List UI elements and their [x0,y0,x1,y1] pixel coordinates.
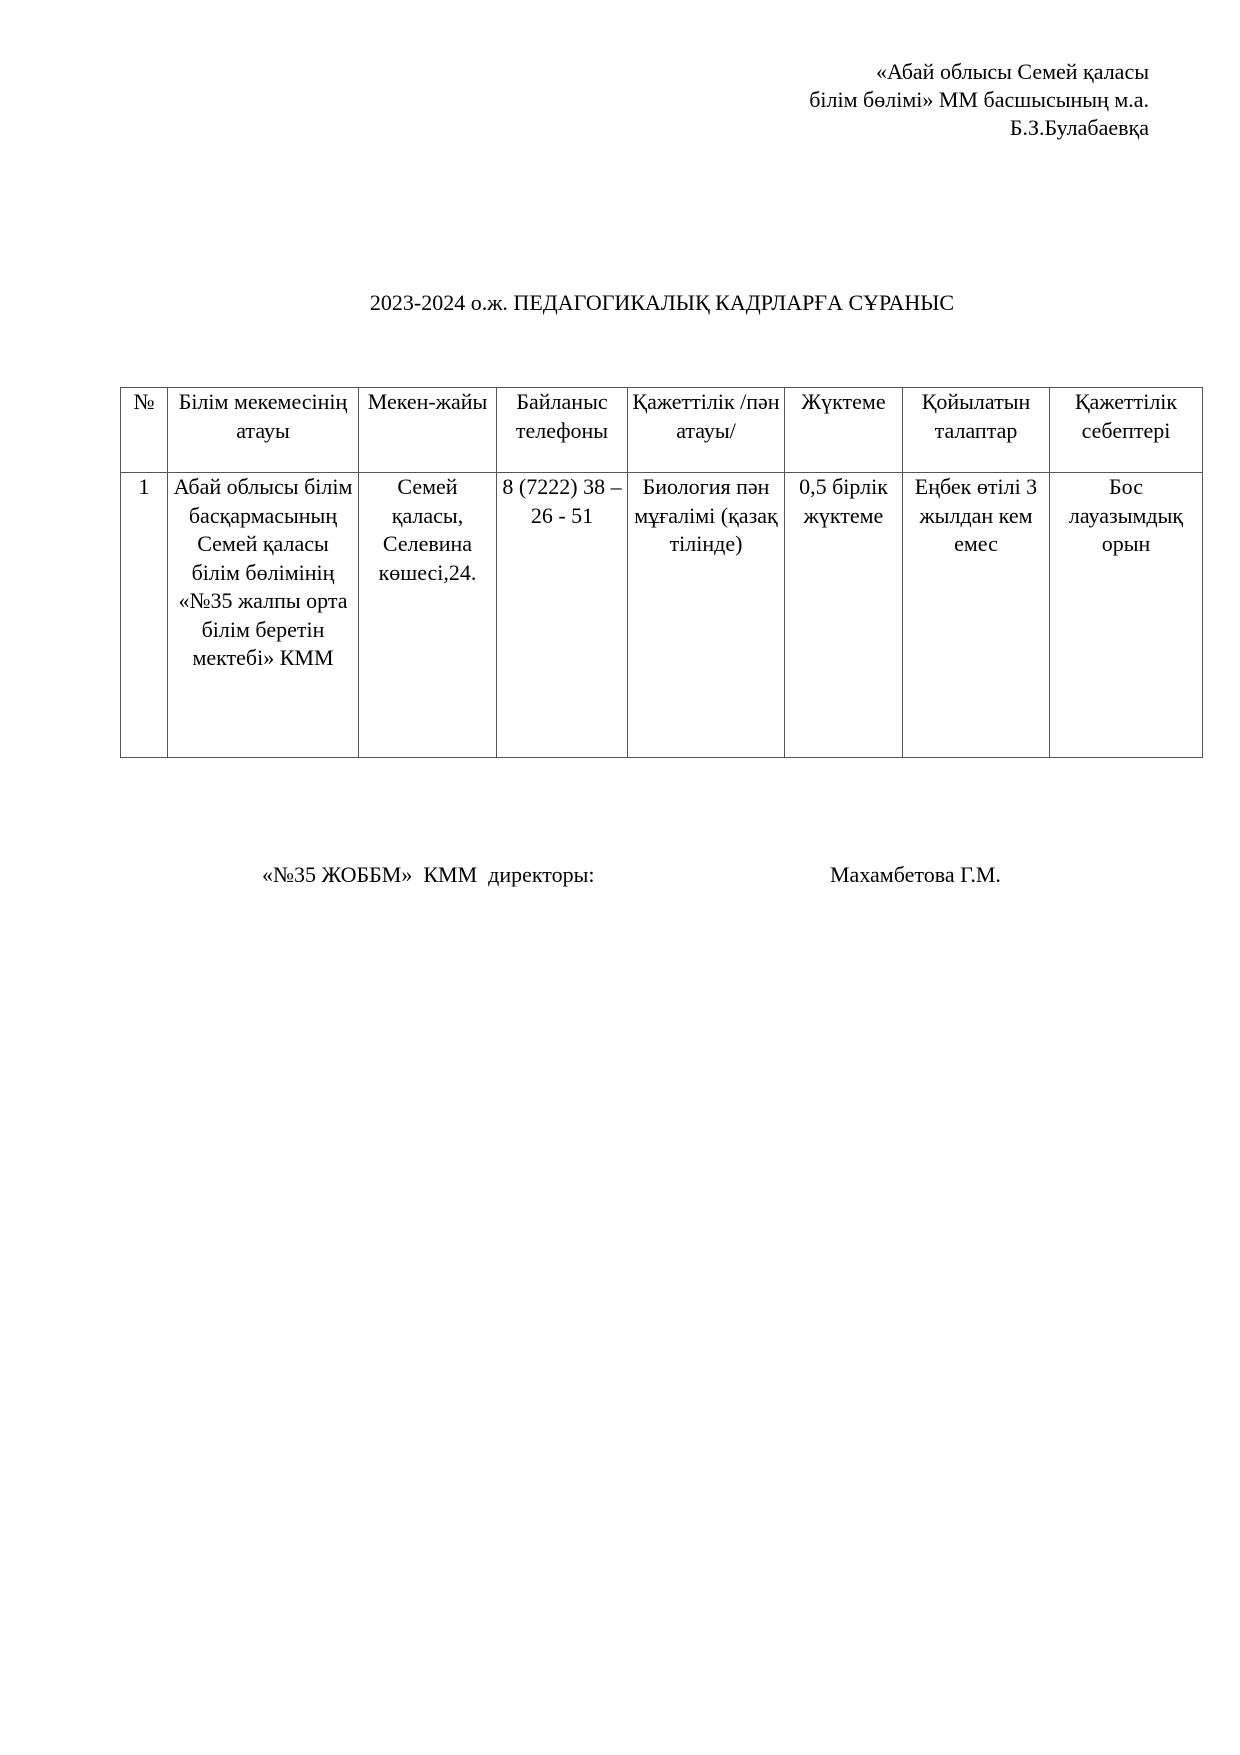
table-row [121,473,1203,758]
cell-phone: 8 (7222) 38 – 26 - 51 [497,473,628,758]
header-reasons: Қажеттілік себептері [1050,388,1203,473]
addressee-line-3: Б.З.Булабаевқа [1009,115,1149,140]
signature-name: Махамбетова Г.М. [830,862,1001,887]
header-number: № [121,388,168,473]
cell-address: Семей қаласы, Селевина көшесі,24. [359,473,497,758]
document-title: 2023-2024 о.ж. ПЕДАГОГИКАЛЫҚ КАДРЛАРҒА СҰРАНЫС [369,290,955,315]
signature-position: «№35 ЖОББМ» КММ директоры: [262,862,595,887]
cell-requirements: Еңбек өтілі 3 жылдан кем емес [903,473,1050,758]
staff-request-table [120,387,1203,758]
cell-reasons: Бос лауазымдық орын [1050,473,1203,758]
cell-need: Биология пән мұғалімі (қазақ тілінде) [628,473,785,758]
header-requirements: Қойылатын талаптар [903,388,1050,473]
header-address: Мекен-жайы [359,388,497,473]
header-need: Қажеттілік /пән атауы/ [628,388,785,473]
header-load: Жүктеме [785,388,903,473]
cell-organization: Абай облысы білім басқармасының Семей қаласы білім бөлімінің «№35 жалпы орта білім беретін мектебі» КММ [168,473,359,758]
cell-number: 1 [121,473,168,758]
addressee-block [809,58,1149,142]
header-organization: Білім мекемесінің атауы [168,388,359,473]
addressee-line-2: білім бөлімі» ММ басшысының м.а. [809,87,1149,112]
addressee-line-1: «Абай облысы Семей қаласы [875,59,1149,84]
cell-load: 0,5 бірлік жүктеме [785,473,903,758]
table-header-row [121,388,1203,473]
header-phone: Байланыс телефоны [497,388,628,473]
